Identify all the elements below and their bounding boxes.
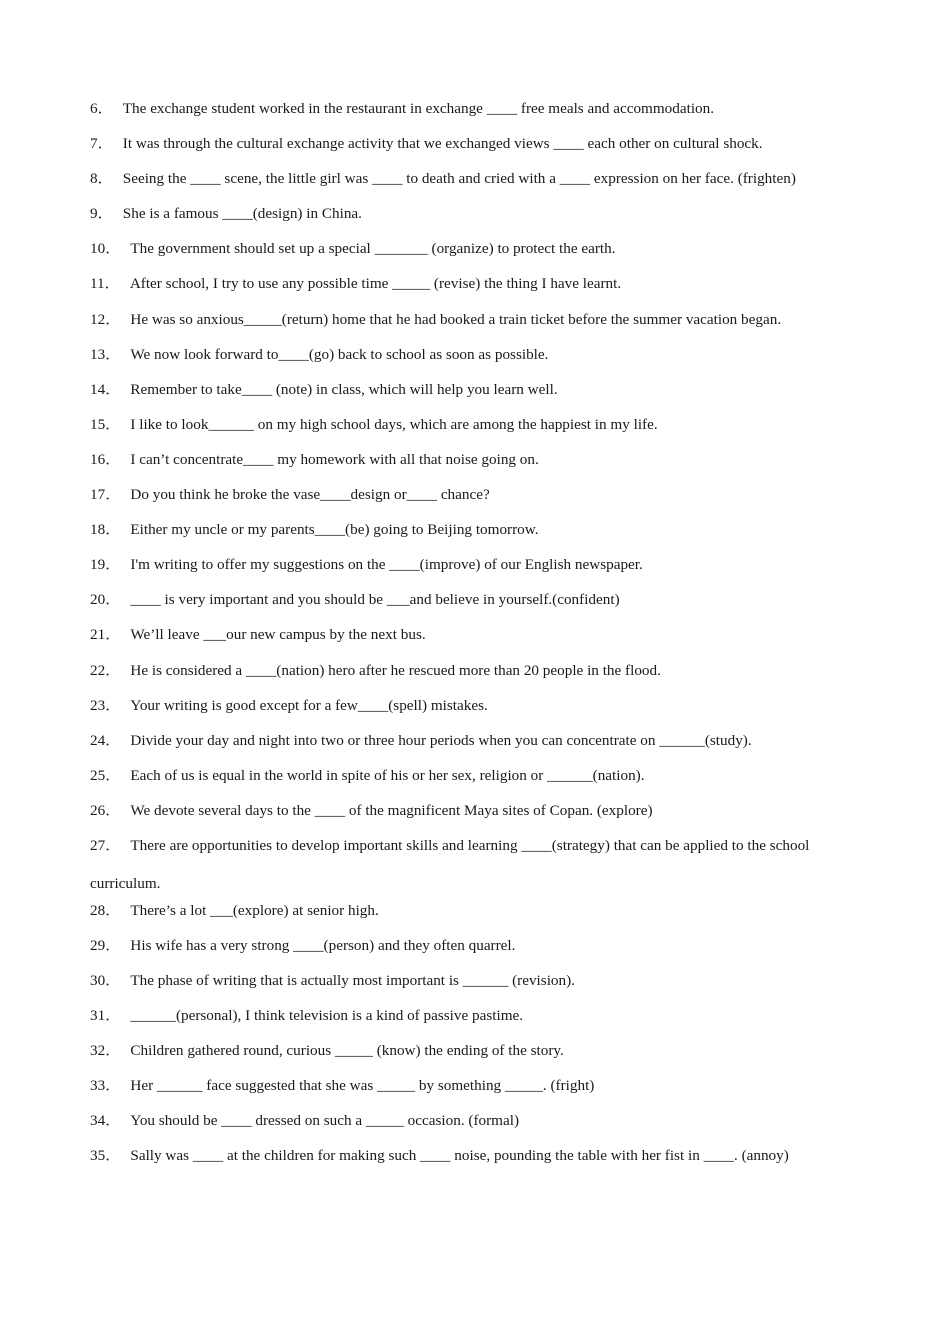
question-item: 15． I like to look______ on my high school days, which are among the happiest in my life. [90,415,658,433]
question-number: 35 [90,1147,106,1165]
question-text: ____ is very important and you should be ___and believe in yourself.(confident) [130,591,620,609]
question-text: Your writing is good except for a few____(spell) mistakes. [130,696,488,714]
question-text: Each of us is equal in the world in spite of his or her sex, religion or ______(nation). [130,766,645,784]
question-item: 24． Divide your day and night into two or three hour periods when you can concentrate on ______(study). [90,731,752,749]
question-item: 25． Each of us is equal in the world in spite of his or her sex, religion or ______(nation). [90,766,645,784]
question-item: 27． There are opportunities to develop important skills and learning ____(strategy) that can be applied to the school curriculum. [90,837,810,892]
question-item: 8． Seeing the ____ scene, the little girl was ____ to death and cried with a ____ expression on her face. (frighten) [90,170,796,188]
question-item: 21． We’ll leave ___our new campus by the next bus. [90,626,426,644]
question-item: 30． The phase of writing that is actually most important is ______ (revision). [90,971,575,989]
question-text: I'm writing to offer my suggestions on the ____(improve) of our English newspaper. [130,556,643,574]
question-text: The phase of writing that is actually most important is ______ (revision). [130,971,575,989]
question-item: 17． Do you think he broke the vase____design or____ chance? [90,486,490,504]
question-list [90,98,870,1181]
question-text: We’ll leave ___our new campus by the next bus. [130,626,426,644]
question-item: 32． Children gathered round, curious _____ (know) the ending of the story. [90,1042,564,1060]
question-number: 14 [90,380,106,398]
question-number: 20 [90,591,106,609]
question-text: Seeing the ____ scene, the little girl was ____ to death and cried with a ____ expression on her face. (frighten) [122,170,796,188]
question-item: 12． He was so anxious_____(return) home that he had booked a train ticket before the summer vacation began. [90,310,782,328]
question-item: 7． It was through the cultural exchange activity that we exchanged views ____ each other on cultural shock. [90,135,763,153]
question-text: We now look forward to____(go) back to school as soon as possible. [130,345,549,363]
question-text: You should be ____ dressed on such a _____ occasion. (formal) [130,1112,520,1130]
question-item: 22． He is considered a ____(nation) hero after he rescued more than 20 people in the flood. [90,661,661,679]
question-text: The exchange student worked in the restaurant in exchange ____ free meals and accommodation. [122,100,715,117]
question-text: His wife has a very strong ____(person) and they often quarrel. [130,936,516,954]
question-number: 30 [90,971,106,989]
question-text: Children gathered round, curious _____ (know) the ending of the story. [130,1042,564,1060]
question-item: 9． She is a famous ____(design) in China. [90,205,362,223]
question-number: 23 [90,696,106,714]
question-number: 8 [90,170,98,188]
question-number: 29 [90,936,106,954]
question-item: 13． We now look forward to____(go) back to school as soon as possible. [90,345,549,363]
question-text: He is considered a ____(nation) hero after he rescued more than 20 people in the flood. [130,661,661,679]
question-number: 28 [90,901,106,919]
question-item: 35． Sally was ____ at the children for making such ____ noise, pounding the table with her fist in ____. (annoy) [90,1147,789,1165]
question-item: 6． The exchange student worked in the restaurant in exchange ____ free meals and accommodation. [90,100,715,117]
question-item: 33． Her ______ face suggested that she was _____ by something _____. (fright) [90,1077,595,1095]
question-text: Remember to take____ (note) in class, which will help you learn well. [130,380,558,398]
question-text: After school, I try to use any possible time _____ (revise) the thing I have learnt. [129,275,622,293]
question-number: 21 [90,626,106,644]
question-item: 28． There’s a lot ___(explore) at senior high. [90,901,379,919]
question-text: We devote several days to the ____ of the magnificent Maya sites of Copan. (explore) [130,801,653,819]
question-number: 11 [90,275,105,293]
question-number: 33 [90,1077,106,1095]
question-number: 34 [90,1112,106,1130]
question-text: I can’t concentrate____ my homework with all that noise going on. [130,450,539,468]
question-number: 31 [90,1007,106,1025]
question-text: The government should set up a special _______ (organize) to protect the earth. [130,240,616,258]
question-number: 25 [90,766,106,784]
question-item: 31． ______(personal), I think television is a kind of passive pastime. [90,1007,524,1025]
question-item: 10． The government should set up a special _______ (organize) to protect the earth. [90,240,616,258]
question-item: 20． ____ is very important and you should be ___and believe in yourself.(confident) [90,591,620,609]
question-item: 11． After school, I try to use any possible time _____ (revise) the thing I have learnt. [90,275,622,293]
question-item: 18． Either my uncle or my parents____(be) going to Beijing tomorrow. [90,521,539,539]
question-number: 24 [90,731,106,749]
question-text: There’s a lot ___(explore) at senior high. [130,901,379,919]
question-text: ______(personal), I think television is a kind of passive pastime. [130,1007,524,1025]
question-text: Divide your day and night into two or three hour periods when you can concentrate on ______(study). [130,731,752,749]
question-item: 29． His wife has a very strong ____(person) and they often quarrel. [90,936,516,954]
question-number: 27 [90,837,106,855]
question-item: 23． Your writing is good except for a few____(spell) mistakes. [90,696,488,714]
question-item: 26． We devote several days to the ____ of the magnificent Maya sites of Copan. (explore) [90,801,653,819]
question-number: 15 [90,415,106,433]
question-item: 34． You should be ____ dressed on such a _____ occasion. (formal) [90,1112,520,1130]
question-text: Sally was ____ at the children for making such ____ noise, pounding the table with her fist in ____. (annoy) [130,1147,789,1165]
question-number: 7 [90,135,98,153]
question-text: It was through the cultural exchange activity that we exchanged views ____ each other on cultural shock. [122,135,763,153]
question-number: 16 [90,450,106,468]
question-number: 18 [90,521,106,539]
question-number: 32 [90,1042,106,1060]
question-text: Do you think he broke the vase____design or____ chance? [130,486,490,504]
question-text: There are opportunities to develop important skills and learning ____(strategy) that can be applied to the school curriculum. [90,837,810,892]
question-number: 10 [90,240,106,258]
question-text: Her ______ face suggested that she was _____ by something _____. (fright) [130,1077,595,1095]
question-item: 14． Remember to take____ (note) in class, which will help you learn well. [90,380,558,398]
question-number: 22 [90,661,106,679]
question-number: 19 [90,556,106,574]
question-number: 17 [90,486,106,504]
question-text: I like to look______ on my high school days, which are among the happiest in my life. [130,415,658,433]
question-item: 19． I'm writing to offer my suggestions on the ____(improve) of our English newspaper. [90,556,643,574]
question-text: He was so anxious_____(return) home that he had booked a train ticket before the summer vacation began. [130,310,782,328]
question-text: She is a famous ____(design) in China. [122,205,362,223]
question-text: Either my uncle or my parents____(be) going to Beijing tomorrow. [130,521,539,539]
question-number: 13 [90,345,106,363]
question-number: 9 [90,205,98,223]
question-item: 16． I can’t concentrate____ my homework with all that noise going on. [90,450,539,468]
question-number: 6 [90,100,98,117]
question-number: 26 [90,801,106,819]
question-number: 12 [90,310,106,328]
